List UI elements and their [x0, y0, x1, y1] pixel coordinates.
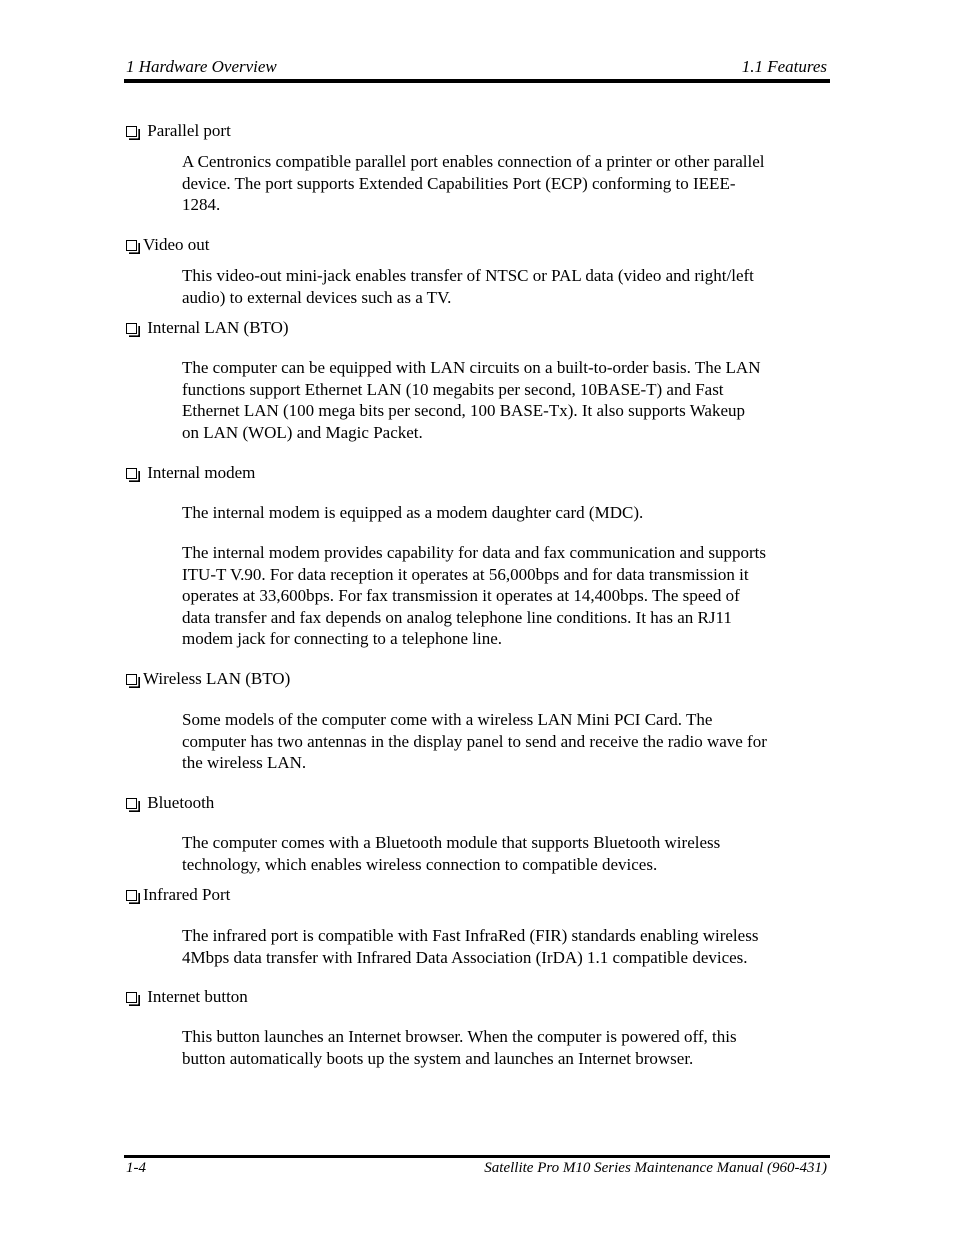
page-header	[126, 56, 829, 78]
checkbox-bullet-icon	[126, 674, 137, 685]
feature-description: The computer can be equipped with LAN circuits on a built-to-order basis. The LAN functions support Ethernet LAN (10 megabits per second, 10BASE-T) and Fast Ethernet LAN (100 mega bits per second, 100 BASE-Tx). It also supports Wakeup on LAN (WOL) and Magic Packet.	[182, 358, 761, 442]
header-section-title: 1 Hardware Overview	[126, 57, 277, 76]
page-footer	[126, 1160, 829, 1180]
feature-internal-modem	[126, 463, 255, 483]
checkbox-bullet-icon	[126, 890, 137, 901]
header-rule	[124, 79, 830, 83]
manual-title: Satellite Pro M10 Series Maintenance Manual (960-431)	[484, 1160, 827, 1176]
feature-title: Internet button	[143, 987, 248, 1006]
feature-bluetooth	[126, 793, 214, 813]
feature-parallel-port	[126, 121, 231, 141]
checkbox-bullet-icon	[126, 240, 137, 251]
feature-title: Wireless LAN (BTO)	[143, 669, 291, 688]
checkbox-bullet-icon	[126, 468, 137, 479]
feature-internet-button	[126, 987, 248, 1007]
header-subsection-title: 1.1 Features	[741, 57, 827, 76]
feature-title: Internal LAN (BTO)	[143, 318, 289, 337]
feature-description: This button launches an Internet browser. When the computer is powered off, this button automatically boots up the system and launches an Internet browser.	[182, 1027, 737, 1068]
feature-internal-lan	[126, 318, 289, 338]
feature-infrared-port	[126, 885, 230, 905]
footer-rule	[124, 1155, 830, 1158]
feature-description: This video-out mini-jack enables transfer of NTSC or PAL data (video and right/left audio) to external devices such as a TV.	[182, 266, 754, 307]
feature-title: Internal modem	[143, 463, 256, 482]
feature-description: The internal modem provides capability for data and fax communication and supports ITU-T V.90. For data reception it operates at 56,000bps and for data transmission it operates at 33,600bps. For fax transmission it operates at 14,400bps. The speed of data transfer and fax depends on analog telephone line conditions. It has an RJ11 modem jack for connecting to a telephone line.	[182, 543, 766, 649]
checkbox-bullet-icon	[126, 323, 137, 334]
feature-description: Some models of the computer come with a wireless LAN Mini PCI Card. The computer has two antennas in the display panel to send and receive the radio wave for the wireless LAN.	[182, 710, 767, 773]
feature-title: Video out	[143, 235, 210, 254]
feature-title: Bluetooth	[143, 793, 215, 812]
checkbox-bullet-icon	[126, 126, 137, 137]
feature-wireless-lan	[126, 669, 290, 689]
feature-description: The computer comes with a Bluetooth module that supports Bluetooth wireless technology, which enables wireless connection to compatible devices.	[182, 833, 721, 874]
checkbox-bullet-icon	[126, 798, 137, 809]
checkbox-bullet-icon	[126, 992, 137, 1003]
feature-title: Parallel port	[143, 121, 231, 140]
page-number: 1-4	[126, 1160, 146, 1176]
feature-title: Infrared Port	[143, 885, 231, 904]
feature-video-out	[126, 235, 210, 255]
feature-description: The internal modem is equipped as a modem daughter card (MDC).	[182, 503, 644, 522]
feature-description: A Centronics compatible parallel port enables connection of a printer or other parallel device. The port supports Extended Capabilities Port (ECP) conforming to IEEE- 1284.	[182, 152, 765, 215]
feature-description: The infrared port is compatible with Fast InfraRed (FIR) standards enabling wireless 4Mbps data transfer with Infrared Data Association (IrDA) 1.1 compatible devices.	[182, 926, 759, 967]
